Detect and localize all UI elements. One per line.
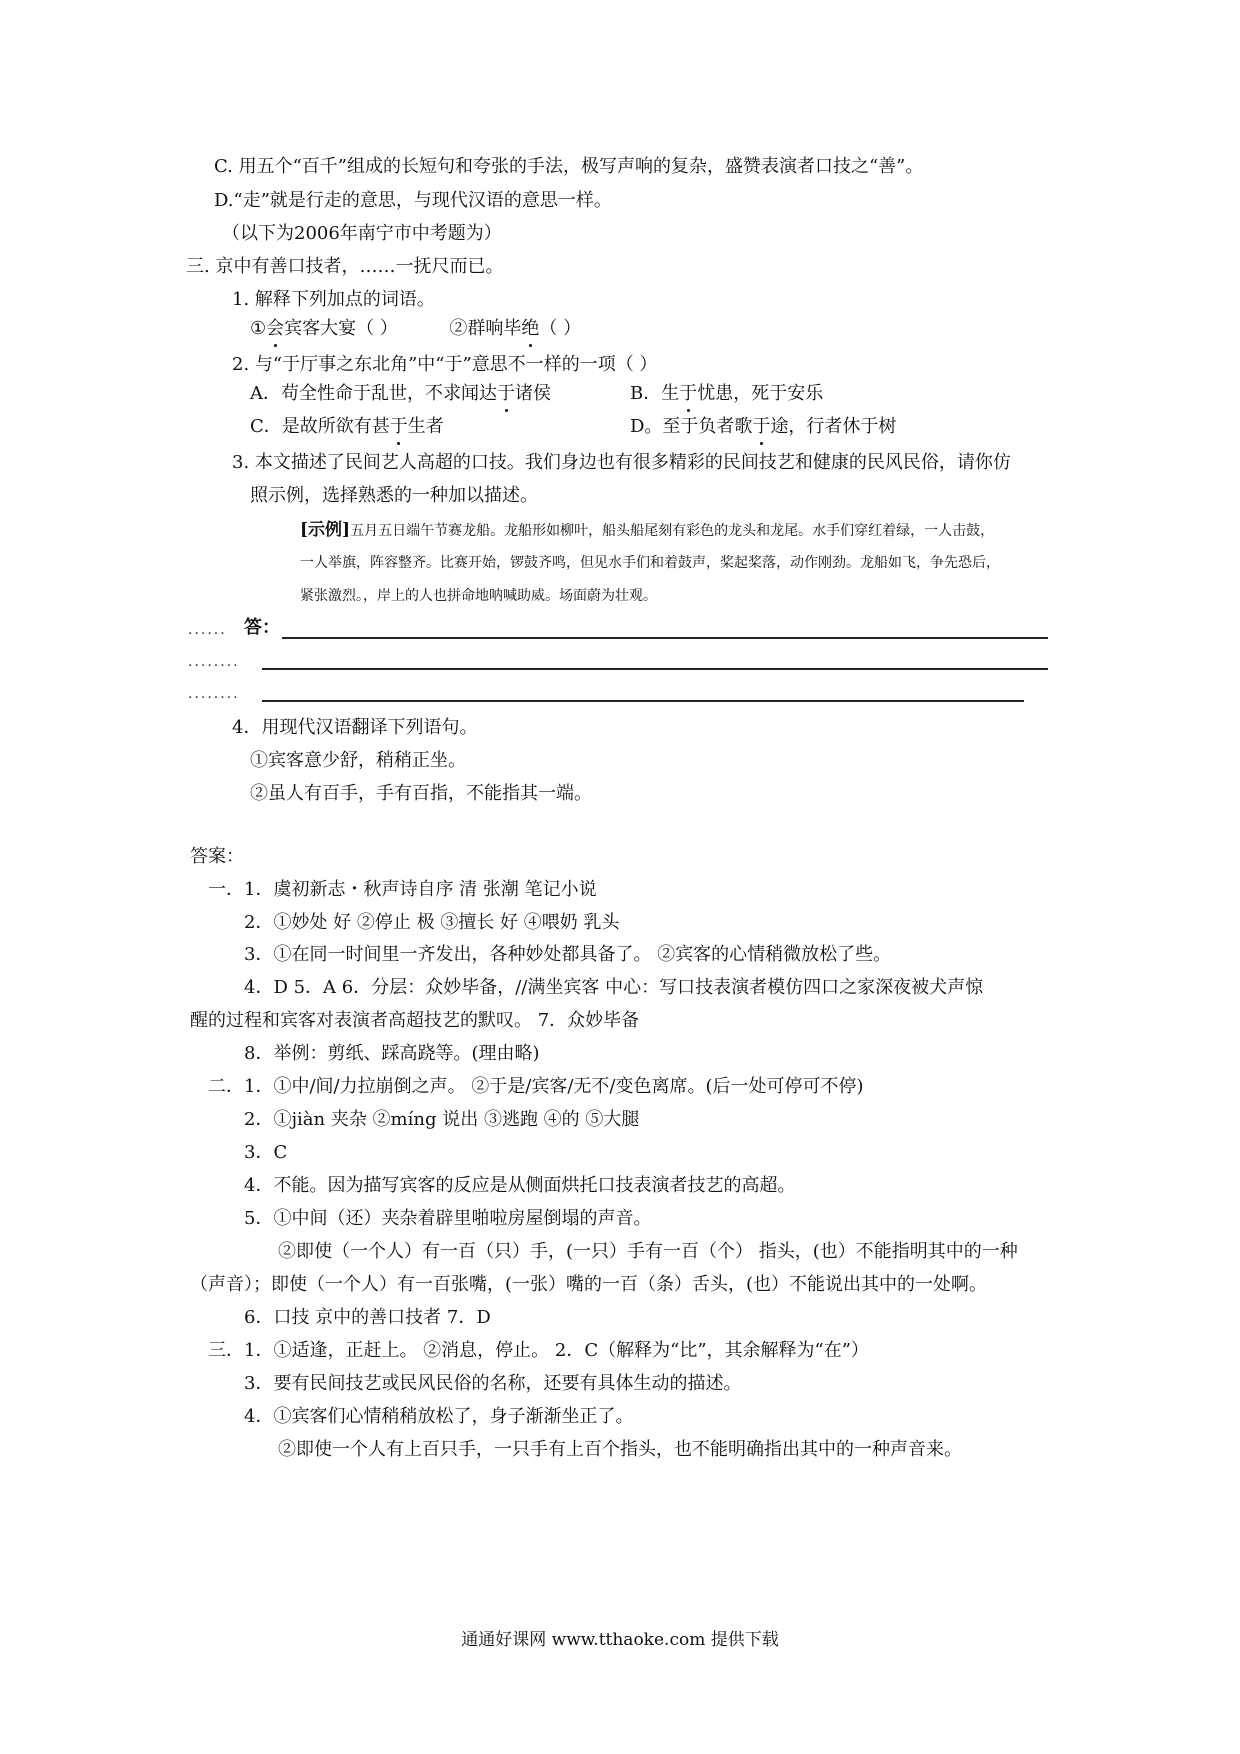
answer-line: 三．1．①适逢，正赶上。 ②消息，停止。 2．C（解释为“比”，其余解释为“在”）	[208, 1340, 869, 1361]
q1-b-suffix: （ ）	[539, 318, 582, 339]
answer-line: 5．①中间（还）夹杂着辟里啪啦房屋倒塌的声音。	[244, 1208, 652, 1229]
answer-line-3[interactable]	[262, 700, 1024, 702]
example-text1: 五月五日端午节赛龙船。龙船形如柳叶，船头船尾刻有彩色的龙头和龙尾。水手们穿红着绿，一人击鼓，	[350, 523, 995, 539]
answer-line: 醒的过程和宾客对表演者高超技艺的默叹。 7．众妙毕备	[190, 1010, 640, 1031]
q3-line1: 3. 本文描述了民间艺人高超的口技。我们身边也有很多精彩的民间技艺和健康的民风民俗，请你仿	[232, 452, 1011, 473]
q4-sentence1: ①宾客意少舒，稍稍正坐。	[250, 750, 466, 771]
q2-c-suffix: 生者	[407, 416, 444, 437]
q2-prompt: 2. 与“于厅事之东北角”中“于”意思不一样的一项（ ）	[232, 354, 658, 375]
answer-line: 4．不能。因为描写宾客的反应是从侧面烘托口技表演者技艺的高超。	[244, 1175, 796, 1196]
answer-line: 2．①jiàn 夹杂 ②míng 说出 ③逃跑 ④的 ⑤大腿	[244, 1109, 640, 1130]
q2-b-prefix: B．生	[630, 383, 680, 404]
answer-line: ②即使一个人有上百只手，一只手有上百个指头，也不能明确指出其中的一种声音来。	[278, 1439, 962, 1460]
q1-b-prefix: ②群响毕	[449, 318, 522, 339]
q2-option-c	[250, 415, 444, 439]
answer-line-2[interactable]	[262, 668, 1048, 670]
q2-a-suffix: 诸侯	[515, 383, 551, 404]
answer-line: 3．①在同一时间里一齐发出，各种妙处都具备了。 ②宾客的心情稍微放松了些。	[244, 944, 892, 965]
example-line2: 一人举旗，阵容整齐。比赛开始，锣鼓齐鸣，但见水手们和着鼓声，桨起桨落，动作刚劲。龙船如飞，争先恐后，	[300, 555, 1000, 571]
answers-title: 答案：	[190, 846, 244, 867]
answer-line: 4．D 5．A 6．分层：众妙毕备，//满坐宾客 中心：写口技表演者模仿四口之家深夜被犬声惊	[244, 977, 984, 998]
q4-sentence2: ②虽人有百手，手有百指，不能指其一端。	[250, 783, 592, 804]
q2-b-suffix: 忧患，死于安乐	[697, 383, 824, 404]
q2-c-prefix: C．是故所欲有甚	[250, 416, 390, 437]
q2-b-dotted-char: 于	[679, 383, 698, 404]
example-tag: [示例]	[300, 520, 351, 540]
q1-b-dotted-char: 绝	[521, 318, 540, 339]
margin-dots: ......	[188, 622, 227, 638]
q2-a-prefix: A．苟全性命于乱世，不求闻达	[250, 383, 497, 404]
answer-line: 一．1．虞初新志・秋声诗自序 清 张潮 笔记小说	[208, 879, 597, 900]
q1-a-suffix: 宾客大宴（ ）	[284, 318, 398, 339]
example-line3: 紧张激烈。，岸上的人也拼命地呐喊助威。场面蔚为壮观。	[300, 588, 657, 604]
margin-dots: ........	[188, 654, 240, 670]
q1-a-dotted-char: 会	[266, 318, 285, 339]
option-c: C. 用五个“百千”组成的长短句和夸张的手法，极写声响的复杂，盛赞表演者口技之“善”。	[214, 156, 924, 177]
answer-line: 8．举例：剪纸、踩高跷等。(理由略)	[244, 1043, 540, 1064]
q3-line2: 照示例，选择熟悉的一种加以描述。	[250, 485, 538, 506]
answer-line: 6．口技 京中的善口技者 7．D	[244, 1307, 491, 1328]
section-heading: 三. 京中有善口技者，……一抚尺而已。	[186, 256, 504, 277]
q2-a-dotted-char: 于	[497, 383, 515, 404]
answer-line-1[interactable]	[282, 637, 1048, 639]
q1-prompt: 1. 解释下列加点的词语。	[232, 289, 435, 310]
q4-prompt: 4．用现代汉语翻译下列语句。	[232, 717, 478, 738]
source-note: （以下为2006年南宁市中考题为）	[222, 223, 502, 244]
q2-option-d	[630, 415, 896, 439]
q2-d-suffix: 途，行者休于树	[770, 416, 897, 437]
q1-a-prefix: ①	[250, 318, 267, 339]
answer-line: 二．1．①中/间/力拉崩倒之声。 ②于是/宾客/无不/变色离席。(后一处可停可不停)	[208, 1076, 864, 1097]
q2-c-dotted-char: 于	[389, 416, 408, 437]
example-line1	[300, 518, 994, 543]
q2-option-b	[630, 382, 823, 406]
q2-d-prefix: D。至于负者歌	[630, 416, 753, 437]
answer-label: 答：	[244, 617, 280, 638]
answer-line: （声音）；即使（一个人）有一百张嘴，(一张）嘴的一百（条）舌头，(也）不能说出其中的一处啊。	[190, 1274, 988, 1295]
option-d: D.“走”就是行走的意思，与现代汉语的意思一样。	[214, 190, 612, 211]
q2-d-dotted-char: 于	[752, 416, 771, 437]
q2-option-a	[250, 382, 551, 406]
answer-line: 2．①妙处 好 ②停止 极 ③擅长 好 ④喂奶 乳头	[244, 912, 620, 933]
answer-line: 4．①宾客们心情稍稍放松了，身子渐渐坐正了。	[244, 1406, 634, 1427]
answer-line: 3．C	[244, 1142, 288, 1163]
q1-items	[250, 317, 581, 341]
answer-line: 3．要有民间技艺或民风民俗的名称，还要有具体生动的描述。	[244, 1373, 742, 1394]
page-footer: 通通好课网 www.tthaoke.com 提供下载	[461, 1630, 779, 1650]
margin-dots: ........	[188, 686, 240, 702]
answer-line: ②即使（一个人）有一百（只）手，(一只）手有一百（个） 指头，(也）不能指明其中的一种	[278, 1241, 1018, 1262]
